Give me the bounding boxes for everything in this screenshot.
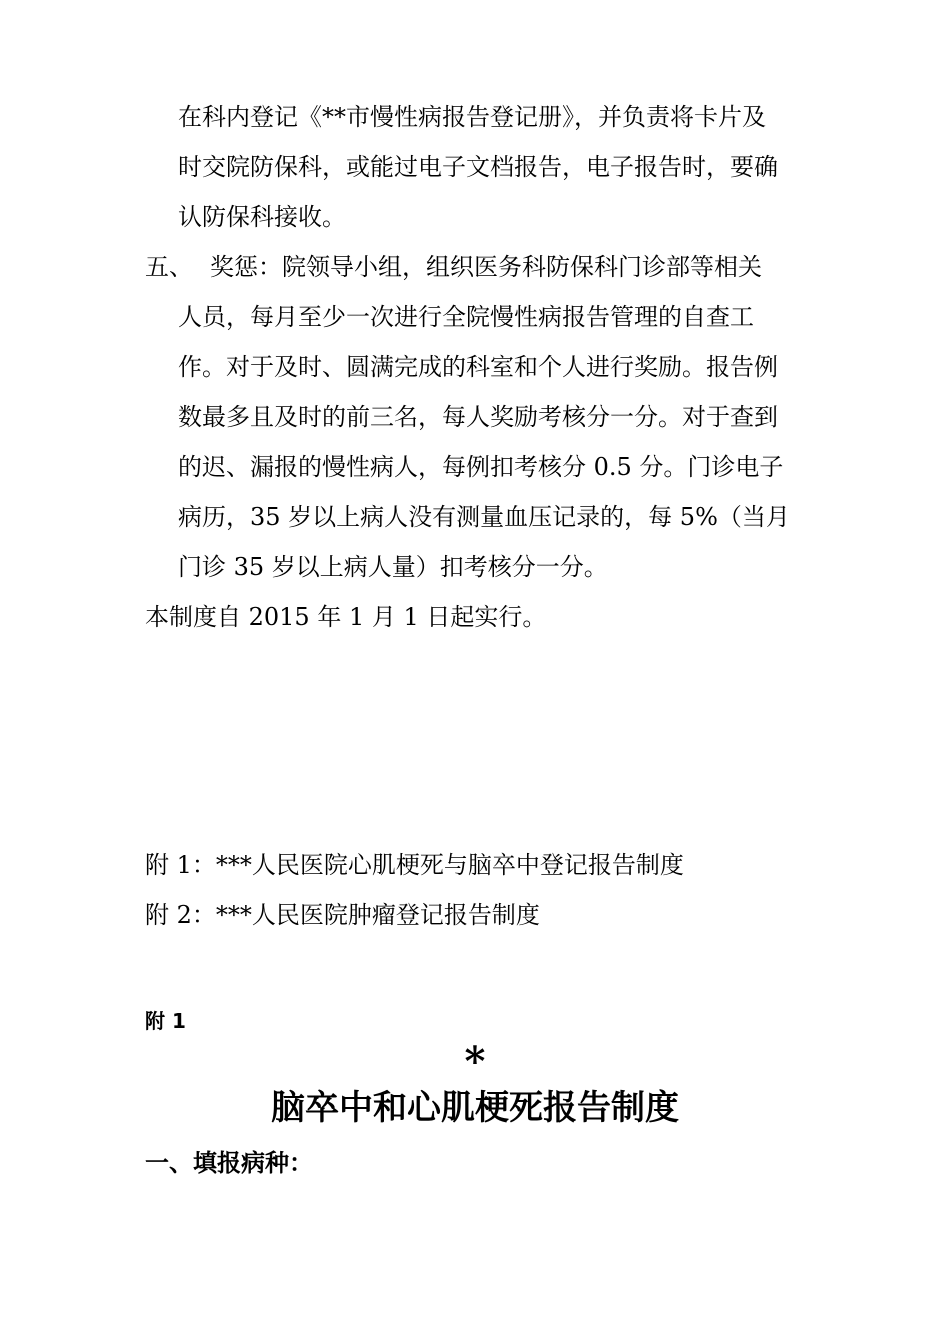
section-number: 五、: [145, 253, 193, 281]
title-asterisk: *: [464, 1038, 486, 1085]
appendix-title: 脑卒中和心肌梗死报告制度: [271, 1088, 679, 1128]
section-first-line: 奖惩：院领导小组，组织医务科防保科门诊部等相关: [210, 253, 762, 281]
section-line: 人员，每月至少一次进行全院慢性病报告管理的自查工: [178, 303, 754, 331]
section-line: 数最多且及时的前三名，每人奖励考核分一分。对于查到: [178, 403, 778, 431]
effective-date-line: 本制度自 2015 年 1 月 1 日起实行。: [145, 603, 547, 631]
section-line: 的迟、漏报的慢性病人，每例扣考核分 0.5 分。门诊电子: [178, 453, 784, 481]
paragraph-line: 认防保科接收。: [178, 203, 346, 231]
attachment-item: 附 2：***人民医院肿瘤登记报告制度: [145, 901, 540, 929]
section-heading: 一、填报病种：: [145, 1149, 313, 1177]
section-line: 病历，35 岁以上病人没有测量血压记录的，每 5%（当月: [178, 503, 790, 531]
attachment-item: 附 1：***人民医院心肌梗死与脑卒中登记报告制度: [145, 851, 684, 879]
section-line: 门诊 35 岁以上病人量）扣考核分一分。: [178, 553, 608, 581]
appendix-label: 附 1: [145, 1009, 186, 1033]
section-line: 作。对于及时、圆满完成的科室和个人进行奖励。报告例: [178, 353, 778, 381]
paragraph-line: 在科内登记《**市慢性病报告登记册》，并负责将卡片及: [178, 103, 766, 131]
paragraph-line: 时交院防保科，或能过电子文档报告，电子报告时，要确: [178, 153, 778, 181]
